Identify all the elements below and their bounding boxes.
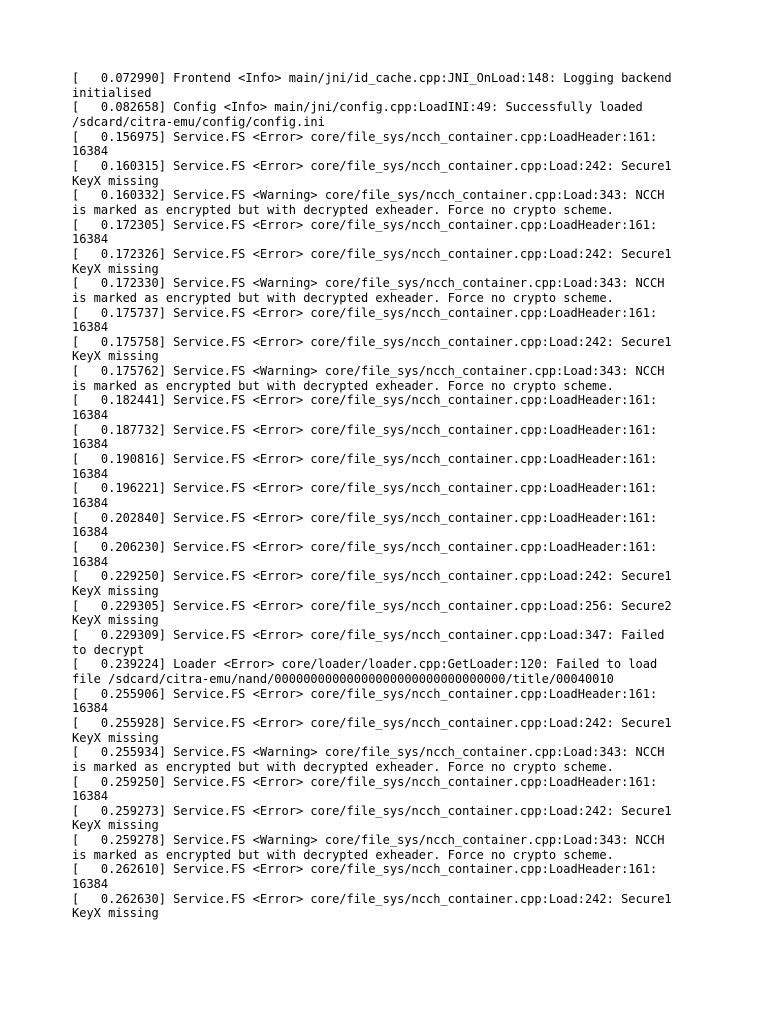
log-line: 16384 <box>72 144 109 159</box>
log-line: [ 0.229305] Service.FS <Error> core/file_sys/ncch_container.cpp:Load:256: Secure2 <box>72 598 672 613</box>
log-document <box>72 71 712 921</box>
log-line: to decrypt <box>72 642 145 657</box>
log-line: 16384 <box>72 877 109 892</box>
log-line: [ 0.239224] Loader <Error> core/loader/loader.cpp:GetLoader:120: Failed to load <box>72 657 658 672</box>
log-line: [ 0.172326] Service.FS <Error> core/file_sys/ncch_container.cpp:Load:242: Secure1 <box>72 246 672 261</box>
log-line: is marked as encrypted but with decrypted exheader. Force no crypto scheme. <box>72 847 614 862</box>
log-line: [ 0.175737] Service.FS <Error> core/file_sys/ncch_container.cpp:LoadHeader:161: <box>72 305 658 320</box>
log-line: KeyX missing <box>72 261 159 276</box>
log-line: 16384 <box>72 701 109 716</box>
log-line: [ 0.202840] Service.FS <Error> core/file_sys/ncch_container.cpp:LoadHeader:161: <box>72 510 658 525</box>
log-line: 16384 <box>72 789 109 804</box>
log-line: is marked as encrypted but with decrypted exheader. Force no crypto scheme. <box>72 759 614 774</box>
log-line: [ 0.156975] Service.FS <Error> core/file_sys/ncch_container.cpp:LoadHeader:161: <box>72 129 658 144</box>
log-line: file /sdcard/citra-emu/nand/00000000000000000000000000000000/title/00040010 <box>72 671 614 686</box>
log-line: KeyX missing <box>72 730 159 745</box>
log-line: KeyX missing <box>72 906 159 921</box>
log-line: [ 0.259250] Service.FS <Error> core/file_sys/ncch_container.cpp:LoadHeader:161: <box>72 774 658 789</box>
log-line: [ 0.082658] Config <Info> main/jni/config.cpp:LoadINI:49: Successfully loaded <box>72 100 643 115</box>
log-line: 16384 <box>72 320 109 335</box>
log-line: [ 0.262610] Service.FS <Error> core/file_sys/ncch_container.cpp:LoadHeader:161: <box>72 862 658 877</box>
log-line: [ 0.160332] Service.FS <Warning> core/file_sys/ncch_container.cpp:Load:343: NCCH <box>72 188 665 203</box>
log-line: KeyX missing <box>72 583 159 598</box>
log-line: [ 0.229250] Service.FS <Error> core/file_sys/ncch_container.cpp:Load:242: Secure1 <box>72 569 672 584</box>
log-line: KeyX missing <box>72 349 159 364</box>
log-line: KeyX missing <box>72 818 159 833</box>
log-line: [ 0.175758] Service.FS <Error> core/file_sys/ncch_container.cpp:Load:242: Secure1 <box>72 334 672 349</box>
log-line: [ 0.196221] Service.FS <Error> core/file_sys/ncch_container.cpp:LoadHeader:161: <box>72 481 658 496</box>
log-line: is marked as encrypted but with decrypted exheader. Force no crypto scheme. <box>72 202 614 217</box>
log-line: [ 0.206230] Service.FS <Error> core/file_sys/ncch_container.cpp:LoadHeader:161: <box>72 540 658 554</box>
log-line: [ 0.175762] Service.FS <Warning> core/file_sys/ncch_container.cpp:Load:343: NCCH <box>72 364 665 379</box>
log-line: is marked as encrypted but with decrypted exheader. Force no crypto scheme. <box>72 378 614 393</box>
log-line: [ 0.182441] Service.FS <Error> core/file_sys/ncch_container.cpp:LoadHeader:161: <box>72 393 658 408</box>
log-line: [ 0.187732] Service.FS <Error> core/file_sys/ncch_container.cpp:LoadHeader:161: <box>72 422 658 437</box>
log-line: 16384 <box>72 496 109 511</box>
log-line: is marked as encrypted but with decrypted exheader. Force no crypto scheme. <box>72 290 614 305</box>
log-line: [ 0.229309] Service.FS <Error> core/file_sys/ncch_container.cpp:Load:347: Failed <box>72 627 665 642</box>
log-line: [ 0.259278] Service.FS <Warning> core/file_sys/ncch_container.cpp:Load:343: NCCH <box>72 833 665 848</box>
log-line: [ 0.262630] Service.FS <Error> core/file_sys/ncch_container.cpp:Load:242: Secure1 <box>72 891 672 906</box>
log-line: [ 0.072990] Frontend <Info> main/jni/id_cache.cpp:JNI_OnLoad:148: Logging backend <box>72 71 672 85</box>
log-line: initialised <box>72 85 152 100</box>
log-line: 16384 <box>72 408 109 423</box>
log-line: 16384 <box>72 232 109 247</box>
log-line: KeyX missing <box>72 613 159 628</box>
log-line: KeyX missing <box>72 173 159 188</box>
log-line: [ 0.259273] Service.FS <Error> core/file_sys/ncch_container.cpp:Load:242: Secure1 <box>72 803 672 818</box>
log-line: 16384 <box>72 525 109 540</box>
log-line: 16384 <box>72 466 109 481</box>
log-line: [ 0.172330] Service.FS <Warning> core/file_sys/ncch_container.cpp:Load:343: NCCH <box>72 276 665 291</box>
log-line: [ 0.190816] Service.FS <Error> core/file_sys/ncch_container.cpp:LoadHeader:161: <box>72 452 658 467</box>
log-line: [ 0.255928] Service.FS <Error> core/file_sys/ncch_container.cpp:Load:242: Secure1 <box>72 715 672 730</box>
log-line: /sdcard/citra-emu/config/config.ini <box>72 114 325 129</box>
log-line: 16384 <box>72 554 109 569</box>
log-line: [ 0.172305] Service.FS <Error> core/file_sys/ncch_container.cpp:LoadHeader:161: <box>72 217 658 232</box>
log-line: [ 0.255934] Service.FS <Warning> core/file_sys/ncch_container.cpp:Load:343: NCCH <box>72 745 665 760</box>
log-line: [ 0.160315] Service.FS <Error> core/file_sys/ncch_container.cpp:Load:242: Secure1 <box>72 158 672 173</box>
log-line: 16384 <box>72 437 109 452</box>
log-line: [ 0.255906] Service.FS <Error> core/file_sys/ncch_container.cpp:LoadHeader:161: <box>72 686 658 701</box>
